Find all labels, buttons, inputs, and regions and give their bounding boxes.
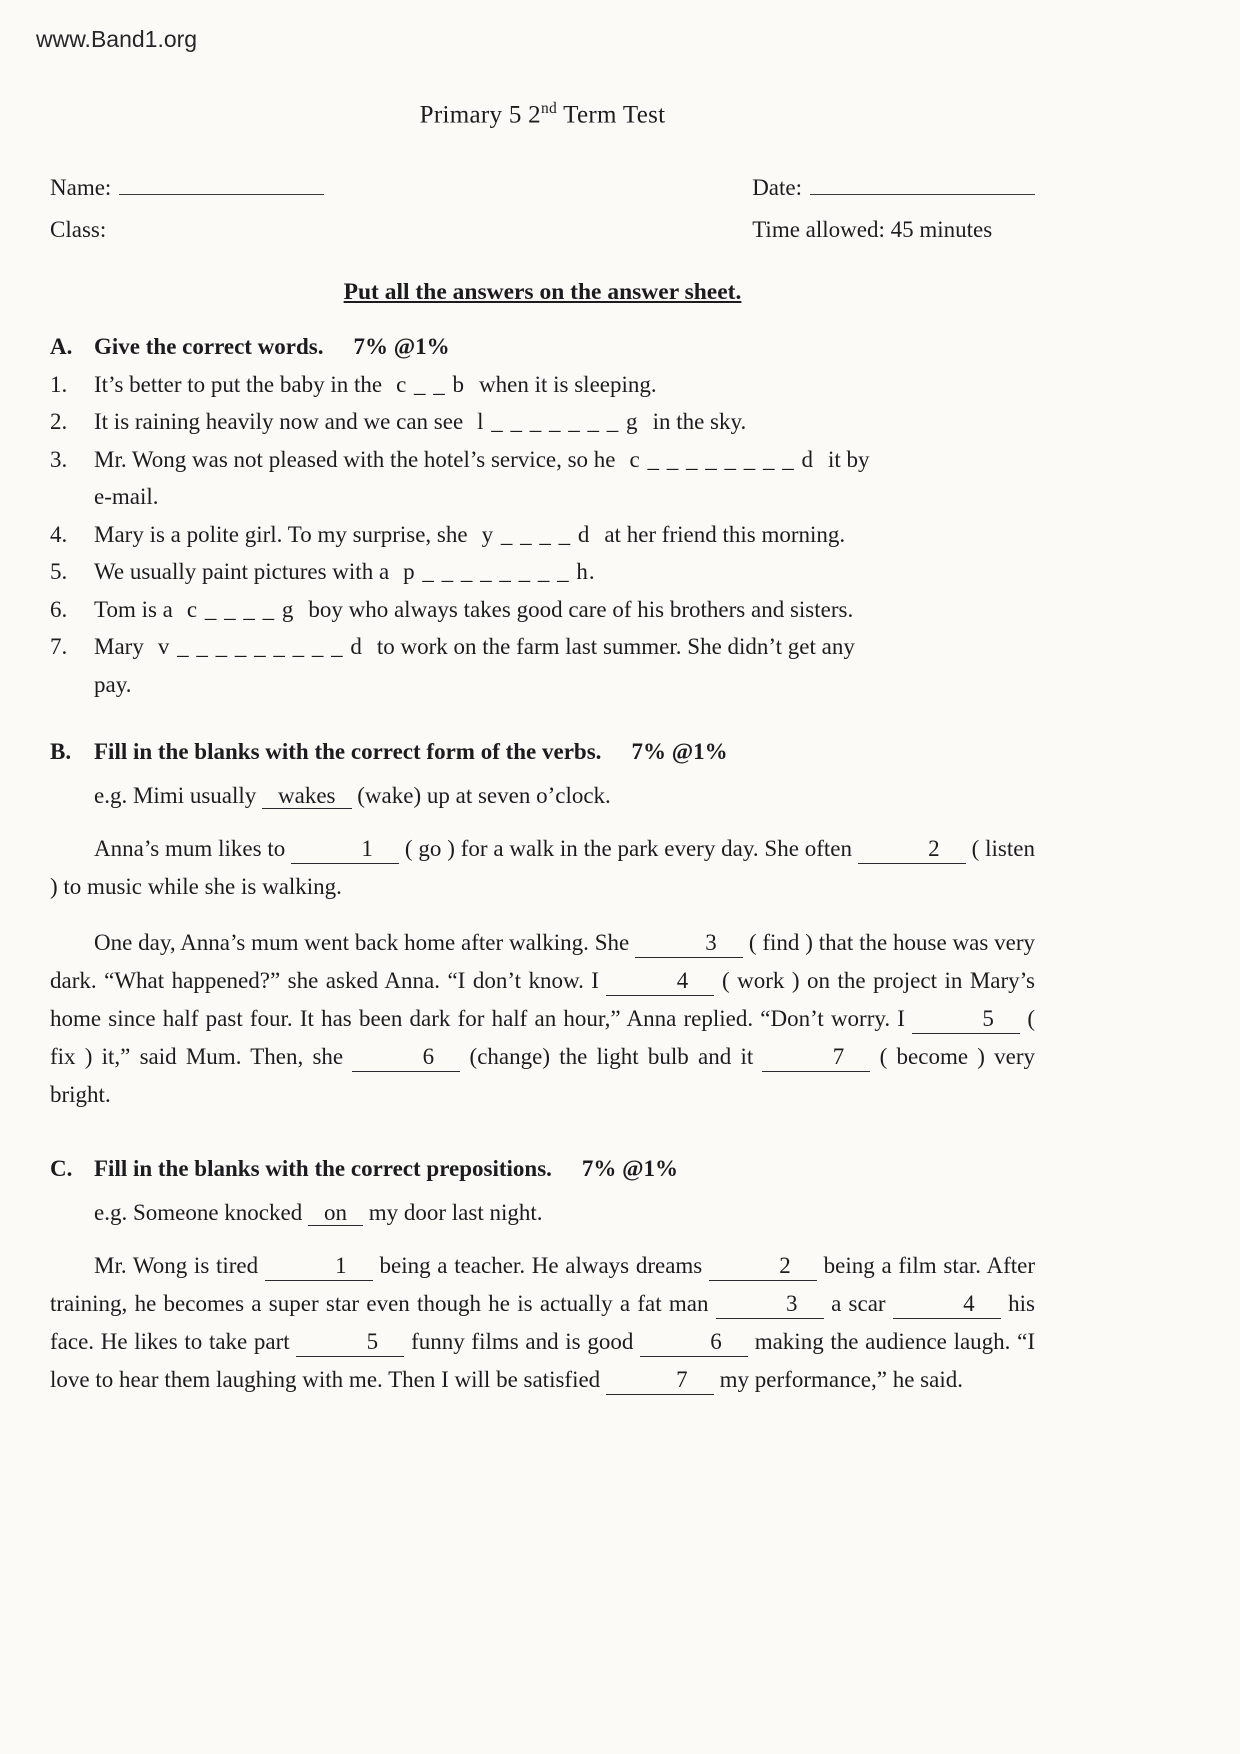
question-text — [94, 441, 1035, 516]
question-number: 6. — [50, 596, 68, 622]
header-left-column — [50, 167, 324, 251]
question-number: 4. — [50, 521, 68, 547]
numbered-blank: 5 — [296, 1329, 404, 1356]
text-segment: (wake) up at seven o’clock. — [351, 782, 611, 808]
text-segment: at her friend this morning. — [604, 521, 846, 547]
time-allowed-label: Time allowed: 45 minutes — [752, 217, 993, 243]
question-number: 3. — [50, 446, 68, 472]
time-allowed-field — [752, 209, 1035, 251]
text-segment: One day, Anna’s mum went back home after walking. She — [94, 930, 636, 956]
section-b-heading — [50, 733, 1035, 771]
question-row — [50, 366, 1035, 404]
numbered-blank: 7 — [606, 1367, 714, 1394]
text-segment: my performance,” he said. — [713, 1367, 963, 1393]
section-c-letter: C. — [50, 1156, 73, 1182]
numbered-blank: 3 — [635, 930, 743, 957]
text-segment: in the sky. — [652, 409, 747, 435]
section-c-paragraph — [50, 1247, 1035, 1399]
date-field — [752, 167, 1035, 209]
text-segment: boy who always takes good care of his brothers and sisters. — [308, 596, 854, 622]
numbered-blank: 1 — [291, 836, 399, 863]
question-text — [94, 591, 1035, 629]
text-segment: my door last night. — [362, 1199, 543, 1225]
header-right-column — [752, 167, 1035, 251]
text-segment: We usually paint pictures with a — [94, 559, 390, 585]
text-segment: e.g. Someone knocked — [94, 1199, 308, 1225]
text-segment: it by — [828, 446, 870, 472]
section-c-heading — [50, 1150, 1035, 1188]
filled-blank: wakes — [262, 783, 351, 809]
text-segment: being a teacher. He always dreams — [372, 1253, 709, 1279]
question-row — [50, 516, 1035, 554]
question-text — [94, 628, 1035, 703]
text-segment: ( work ) on the project in Mary’s home since half past four. It has been dark for half an hour,” Anna replied. “Don’t worry. I — [50, 968, 1036, 1032]
question-text — [94, 403, 1035, 441]
text-segment: Mr. Wong is tired — [94, 1253, 265, 1279]
text-segment: ( listen ) to music while she is walking. — [50, 836, 1035, 900]
question-row — [50, 553, 1035, 591]
section-b-paragraph-2 — [50, 924, 1035, 1114]
section-c-example — [94, 1194, 1035, 1232]
numbered-blank: 1 — [265, 1253, 373, 1280]
text-segment: a scar — [823, 1291, 893, 1317]
text-segment: Mary is a polite girl. To my surprise, she — [94, 521, 468, 547]
text-segment: Tom is a — [94, 596, 173, 622]
question-number: 1. — [50, 371, 68, 397]
text-segment: pay. — [94, 671, 132, 697]
class-field — [50, 209, 324, 251]
date-blank-line — [810, 174, 1035, 195]
text-segment: It’s better to put the baby in the — [94, 371, 383, 397]
instruction-heading: Put all the answers on the answer sheet. — [343, 279, 742, 306]
letter-blank: c _ _ b — [396, 371, 466, 397]
numbered-blank: 5 — [912, 1006, 1020, 1033]
question-number: 7. — [50, 634, 68, 660]
name-label: Name: — [50, 175, 112, 201]
text-segment: ( go ) for a walk in the park every day. She often — [399, 836, 858, 862]
text-segment: ( fix ) it,” said Mum. Then, she — [50, 1006, 1035, 1070]
text-segment: Mary — [94, 634, 144, 660]
text-segment: Term Test — [557, 101, 666, 129]
text-segment: (change) the light bulb and it — [460, 1044, 763, 1070]
section-b-score: 7% @1% — [631, 739, 728, 765]
question-text — [94, 553, 1035, 591]
section-a-letter: A. — [50, 334, 73, 360]
text-segment: e.g. Mimi usually — [94, 782, 263, 808]
section-a-heading — [50, 328, 1035, 366]
letter-blank: c _ _ _ _ g — [186, 596, 295, 622]
text-segment: ( become ) very bright. — [50, 1044, 1035, 1108]
section-b-example — [94, 777, 1035, 815]
section-a-title — [94, 328, 1035, 366]
section-c-score: 7% @1% — [581, 1156, 679, 1182]
section-b-title — [94, 733, 1035, 771]
text-segment: his face. He likes to take part — [50, 1291, 1035, 1355]
letter-blank: c _ _ _ _ _ _ _ _ d — [629, 446, 814, 472]
class-label: Class: — [50, 217, 107, 243]
numbered-blank: 7 — [762, 1044, 870, 1071]
numbered-blank: 4 — [893, 1291, 1001, 1318]
text-segment: to work on the farm last summer. She didn’t get any — [376, 634, 855, 660]
section-b-title-text: Fill in the blanks with the correct form of the verbs. — [94, 739, 602, 765]
page-title — [50, 100, 1035, 129]
text-segment: Primary 5 2 — [419, 101, 541, 129]
header-fields — [50, 167, 1035, 251]
text-segment: funny films and is good — [404, 1329, 641, 1355]
question-row — [50, 628, 1035, 703]
numbered-blank: 4 — [606, 968, 714, 995]
superscript-text: nd — [540, 100, 558, 117]
section-c-title-text: Fill in the blanks with the correct prepositions. — [94, 1156, 552, 1182]
question-text — [94, 516, 1035, 554]
section-b-paragraph-1 — [50, 830, 1035, 906]
letter-blank: l _ _ _ _ _ _ _ g — [477, 409, 639, 435]
question-row — [50, 441, 1035, 516]
site-watermark: www.Band1.org — [36, 26, 198, 52]
page-content — [50, 100, 1035, 1399]
text-segment: making the audience laugh. “I love to hear them laughing with me. Then I will be satisfied — [50, 1329, 1035, 1393]
text-segment: Mr. Wong was not pleased with the hotel’s service, so he — [94, 446, 616, 472]
text-segment: It is raining heavily now and we can see — [94, 409, 464, 435]
numbered-blank: 2 — [709, 1253, 817, 1280]
date-label: Date: — [752, 175, 802, 201]
question-row — [50, 403, 1035, 441]
numbered-blank: 3 — [716, 1291, 824, 1318]
section-b-letter: B. — [50, 739, 72, 765]
letter-blank: p _ _ _ _ _ _ _ _ h. — [403, 559, 596, 585]
letter-blank: v _ _ _ _ _ _ _ _ _ d — [157, 634, 363, 660]
question-number: 2. — [50, 409, 68, 435]
section-c-title — [94, 1150, 1035, 1188]
text-segment: ( find ) that the house was very dark. “What happened?” she asked Anna. “I don’t know. I — [50, 930, 1035, 994]
numbered-blank: 6 — [640, 1329, 748, 1356]
section-a-title-text: Give the correct words. — [94, 334, 324, 360]
question-row — [50, 591, 1035, 629]
question-text — [94, 366, 1035, 404]
text-segment: being a film star. After training, he becomes a super star even though he is actually a fat man — [50, 1253, 1036, 1317]
numbered-blank: 6 — [352, 1044, 460, 1071]
letter-blank: y _ _ _ _ d — [481, 521, 591, 547]
name-blank-line — [119, 174, 324, 195]
numbered-blank: 2 — [858, 836, 966, 863]
section-a-score: 7% @1% — [353, 334, 450, 360]
text-segment: Anna’s mum likes to — [94, 836, 292, 862]
question-number: 5. — [50, 559, 68, 585]
name-field — [50, 167, 324, 209]
filled-blank: on — [308, 1200, 363, 1226]
text-segment: when it is sleeping. — [479, 371, 657, 397]
text-segment: e-mail. — [94, 484, 159, 510]
